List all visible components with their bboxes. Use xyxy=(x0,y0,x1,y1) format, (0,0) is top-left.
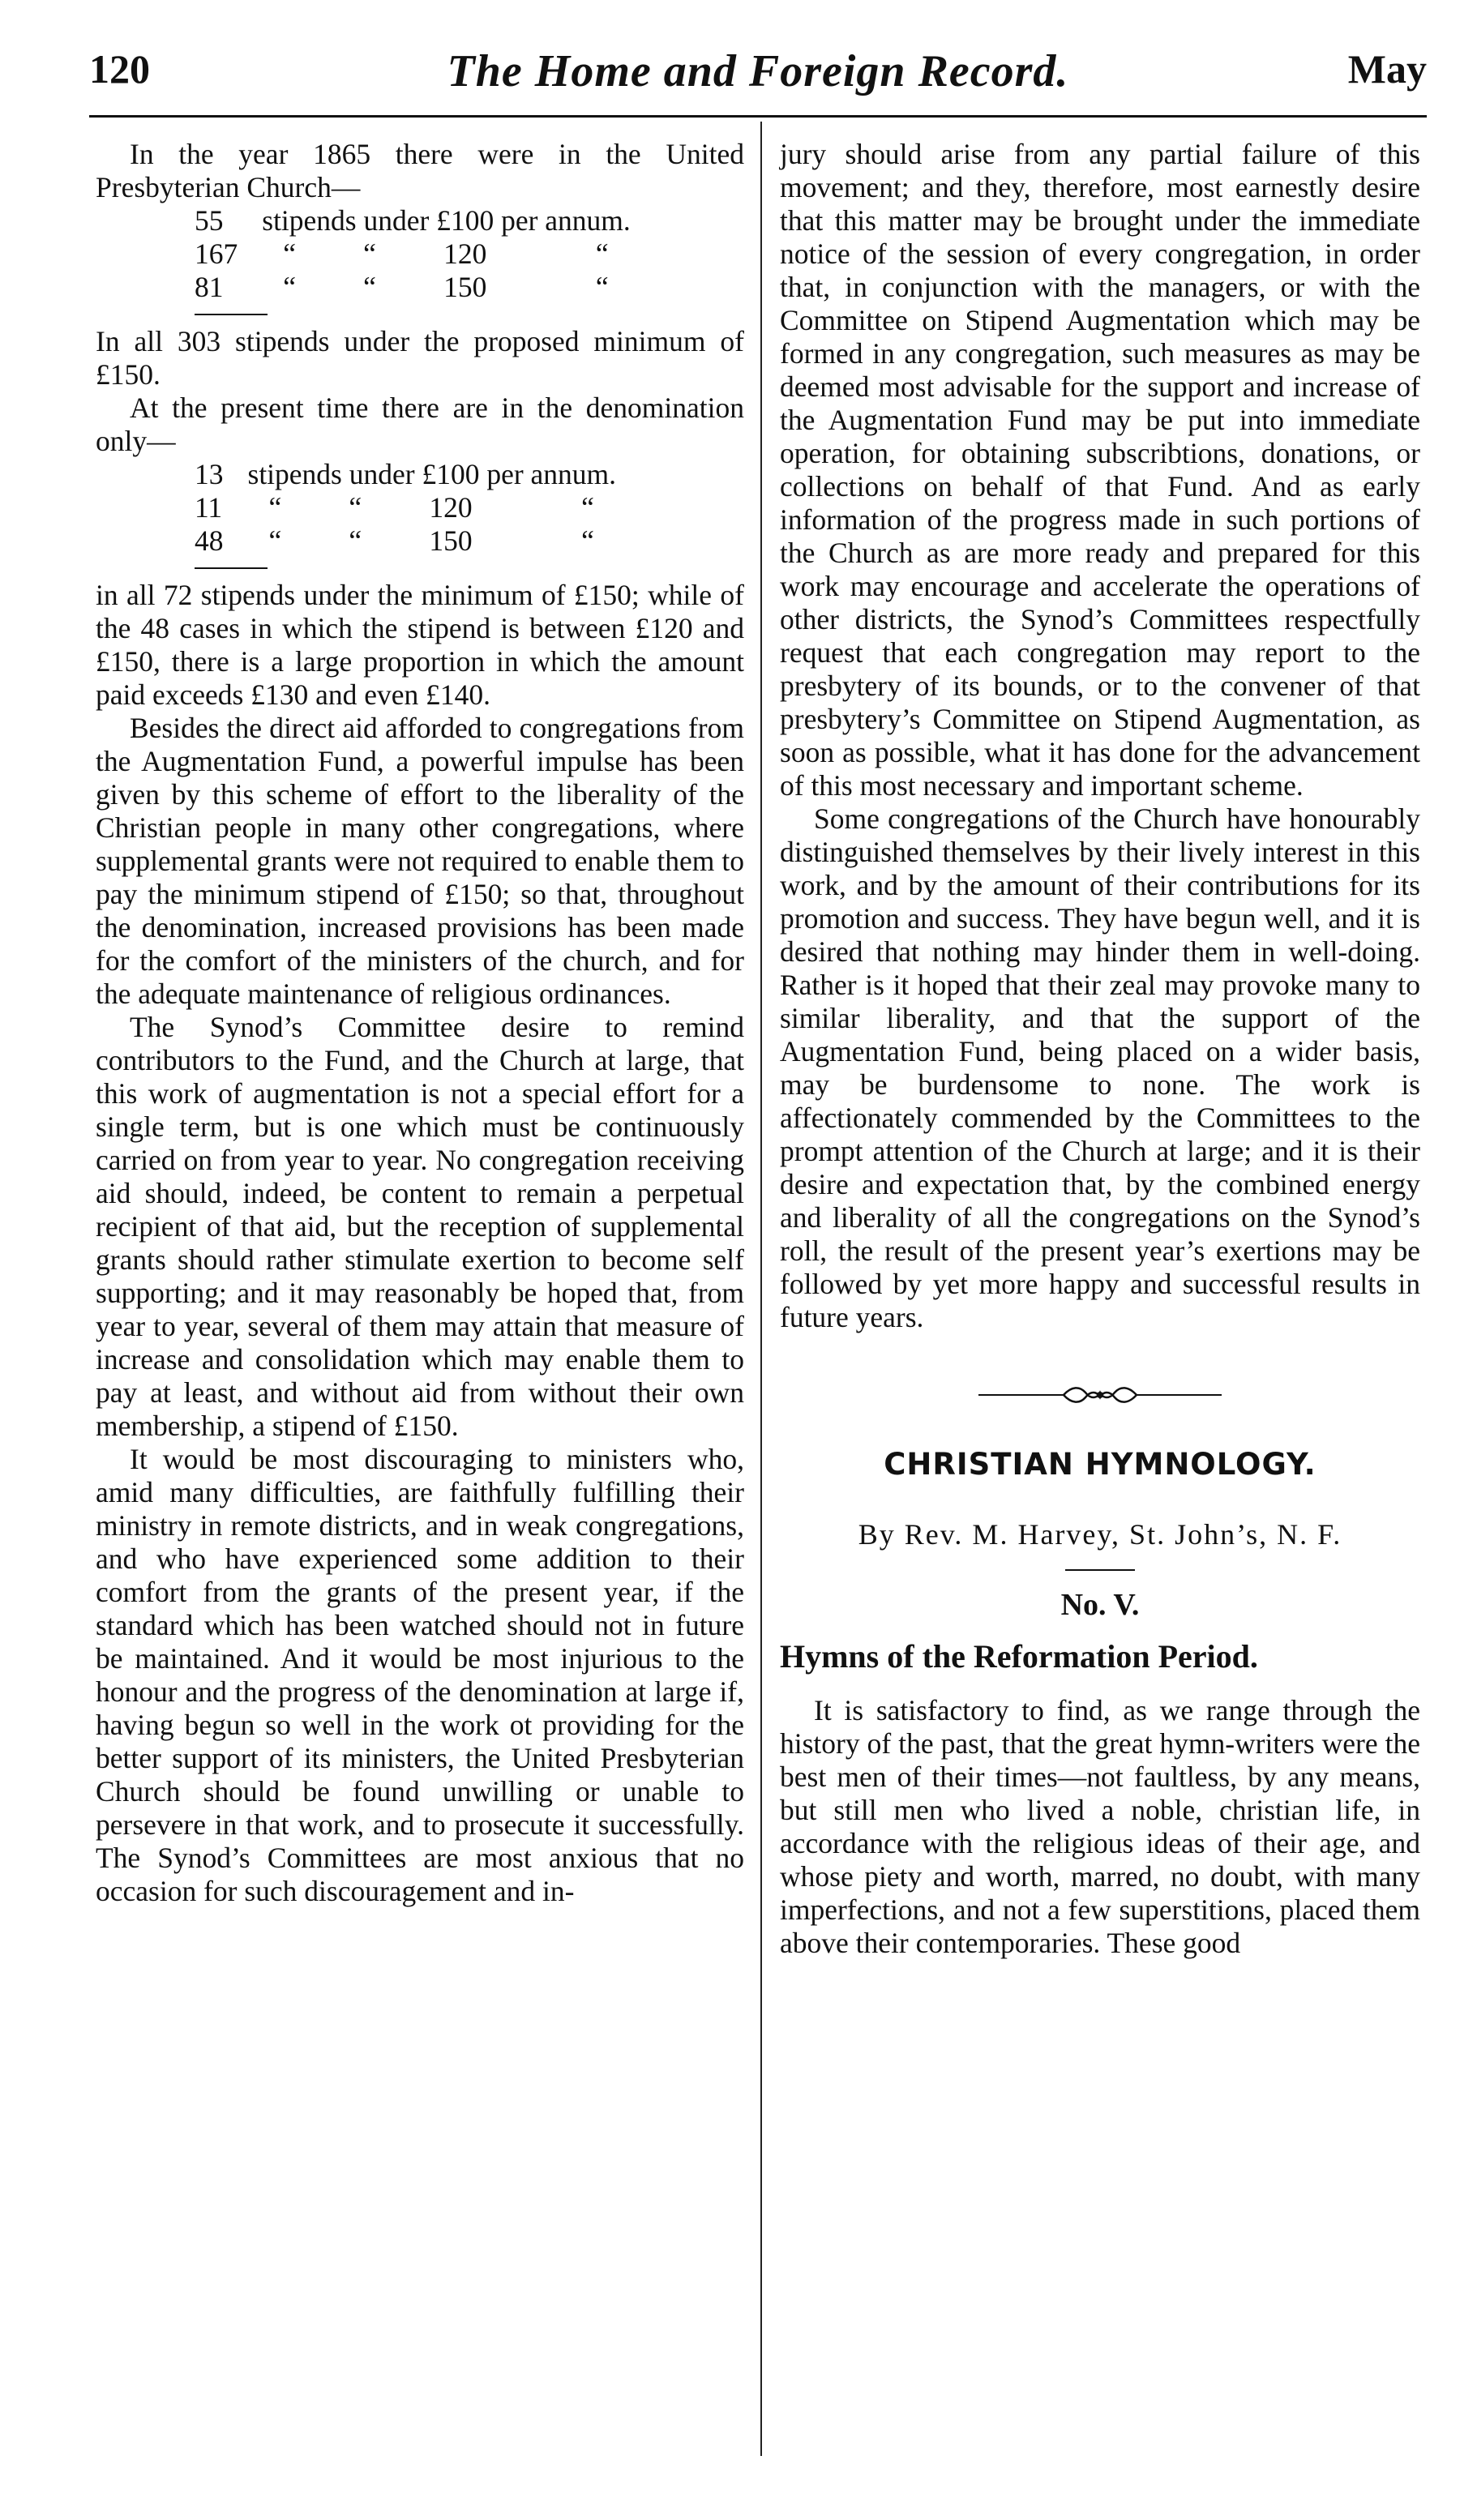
paragraph: jury should arise from any partial failure of this movement; and they, therefore, most earnestly desire that this matter may be brought under the immediate notice of the session of every congregation, in order that, in conjunction with the managers, or with the Committee on Stipend Augmentation which may be formed in any congregation, such measures as may be deemed most advisable for the support and increase of the Augmentation Fund may be put into immediate operation, for obtaining subscribtions, donations, or collections on behalf of that Fund. And as early information of the progress made in such portions of the Church as are more ready and prepared for this work may encourage and accelerate the operations of other districts, the Synod’s Committees respectfully request that each congregation may report to the presbytery of its bounds, or to the convener of that presbytery’s Committee on Stipend Augmentation, as soon as possible, what it has done for the advancement of this most necessary and important scheme. xyxy=(780,138,1420,802)
table-cell: “ xyxy=(283,237,297,270)
stipend-table-1865 xyxy=(195,204,655,304)
issue-month: May xyxy=(1347,46,1427,92)
table-cell: 167 xyxy=(195,237,238,270)
table-cell: stipends under £100 per annum. xyxy=(262,204,631,237)
header-rule xyxy=(89,115,1427,118)
table-cell: “ xyxy=(349,491,362,524)
table-row xyxy=(195,458,640,491)
table-cell: “ xyxy=(595,237,609,270)
table-cell: 11 xyxy=(195,491,223,524)
table-cell: “ xyxy=(581,491,594,524)
table-cell: “ xyxy=(283,271,297,303)
running-header xyxy=(89,45,1427,110)
paragraph: In all 303 stipends under the proposed minimum of £150. xyxy=(96,325,744,391)
table-cell: 55 xyxy=(195,204,224,237)
table-cell: 120 xyxy=(443,237,487,270)
paragraph: in all 72 stipends under the minimum of £150; while of the 48 cases in which the stipend is between £120 and £150, there is a large proportion in which the amount paid exceeds £130 and even £140. xyxy=(96,579,744,711)
paragraph: In the year 1865 there were in the United Presbyterian Church— xyxy=(96,138,744,203)
table-cell: 120 xyxy=(429,491,473,524)
column-divider xyxy=(760,122,762,2456)
table-cell: “ xyxy=(595,271,609,303)
table-row xyxy=(195,271,655,304)
table-cell: “ xyxy=(268,491,282,524)
table-cell: “ xyxy=(268,524,282,557)
ornamental-divider-icon xyxy=(978,1383,1222,1407)
paragraph: It would be most discouraging to ministers who, amid many difficulties, are faithfully fulfilling their ministry in remote districts, and in weak congregations, and who have experienced some addition to their comfort from the grants of the present year, if the standard which has been watched should not in future be maintained. And it would be most injurious to the honour and the progress of the denomination at large if, having begun so well in the work ot providing for the better support of its ministers, the United Presbyterian Church should be found unwilling or unable to persevere in that work, and to prosecute it successfully. The Synod’s Committees are most anxious that no occasion for such discouragement and in- xyxy=(96,1443,744,1907)
table-row xyxy=(195,237,655,271)
table-row xyxy=(195,491,640,524)
stipend-table-present xyxy=(195,458,640,558)
table-cell: 150 xyxy=(443,271,487,303)
part-number: No. V. xyxy=(1060,1588,1140,1622)
journal-title: The Home and Foreign Record. xyxy=(447,46,1069,96)
table-cell: 81 xyxy=(195,271,224,303)
table-cell: “ xyxy=(363,237,376,270)
table-cell: “ xyxy=(349,524,362,557)
page-number: 120 xyxy=(89,46,150,92)
author-byline: By Rev. M. Harvey, St. John’s, N. F. xyxy=(858,1518,1342,1551)
table-cell: 13 xyxy=(195,458,224,490)
paragraph: Besides the direct aid afforded to congregations from the Augmentation Fund, a powerful impulse has been given by this scheme of effort to the liberality of the Christian people in many other congregations, where supplemental grants were not required to enable them to pay the minimum stipend of £150; so that, throughout the denomination, increased provisions has been made for the comfort of the ministers of the church, and for the adequate maintenance of religious ordinances. xyxy=(96,712,744,1010)
table-cell: “ xyxy=(581,524,594,557)
section-title: CHRISTIAN HYMNOLOGY. xyxy=(884,1447,1316,1482)
sum-rule xyxy=(195,314,268,315)
table-cell: stipends under £100 per annum. xyxy=(247,458,617,490)
paragraph: At the present time there are in the denomination only— xyxy=(96,391,744,457)
table-row xyxy=(195,204,655,237)
article-subtitle: Hymns of the Reformation Period. xyxy=(780,1638,1258,1675)
paragraph: Some congregations of the Church have honourably distinguished themselves by their lively interest in this work, and by the amount of their contributions for its promotion and success. They have begun well, and it is desired that nothing may hinder them in well-doing. Rather is it hoped that their zeal may provoke many to similar liberality, and that the support of the Augmentation Fund, being placed on a wider basis, may be burdensome to none. The work is affectionately commended by the Committees to the prompt attention of the Church at large; and it is their desire and expectation that, by the combined energy and liberality of all the congregations on the Synod’s roll, the result of the present year’s exertions may be followed by yet more happy and successful results in future years. xyxy=(780,802,1420,1333)
paragraph: The Synod’s Committee desire to remind contributors to the Fund, and the Church at large, that this work of augmentation is not a special effort for a single term, but is one which must be continuously carried on from year to year. No congregation receiving aid should, indeed, be content to remain a perpetual recipient of that aid, but the reception of supplemental grants should rather stimulate exertion to become self supporting; and it may reasonably be hoped that, from year to year, several of them may attain that measure of increase and consolidation which may enable them to pay at least, and without aid from without their own membership, a stipend of £150. xyxy=(96,1011,744,1442)
table-cell: “ xyxy=(363,271,376,303)
table-row xyxy=(195,524,640,558)
left-column xyxy=(96,138,744,1908)
paragraph: It is satisfactory to find, as we range through the history of the past, that the great hymn-writers were the best men of their times—not faultless, by any means, but still men who lived a noble, christian life, in accordance with the religious ideas of their age, and whose piety and worth, marred, no doubt, with many imperfections, and not a few superstitions, placed them above their contemporaries. These good xyxy=(780,1694,1420,1959)
table-cell: 150 xyxy=(429,524,473,557)
sum-rule xyxy=(195,567,268,569)
table-cell: 48 xyxy=(195,524,224,557)
right-column xyxy=(780,138,1420,1960)
byline-rule xyxy=(1065,1569,1135,1571)
